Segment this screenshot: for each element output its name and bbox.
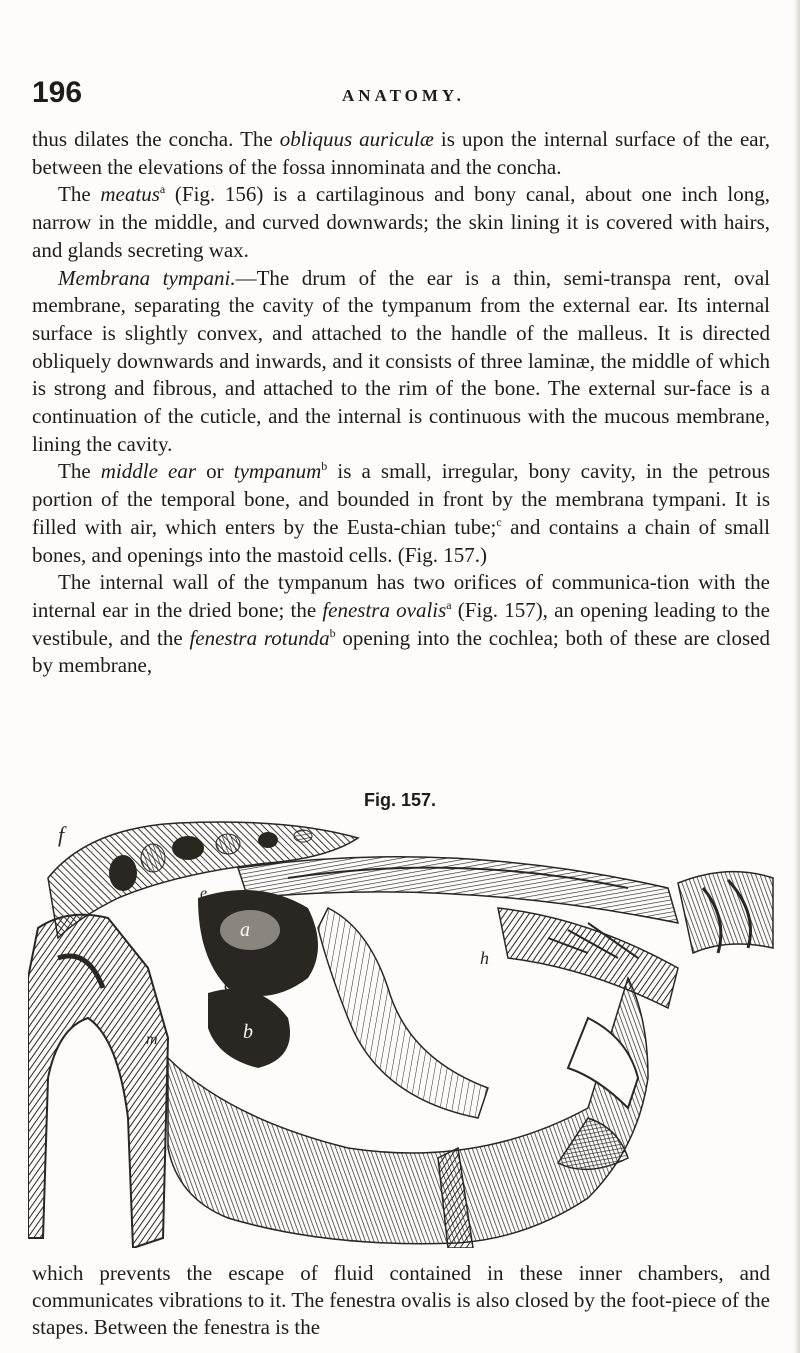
text-run: is a small, irregular, bony cavity, in the petrous portion of the temporal bone, and bounded in front by the membrana tympani. It is filled with air, which enters by the Eusta-chian tube; bbox=[32, 459, 771, 539]
text-run: —The drum of the ear is a thin, semi-transpa rent, oval membrane, separating the cavity of the tympanum from the external ear. Its internal surface is slightly convex, and attached to the handle of the malleus. It is directed obliquely downwards and inwards, and it consists of three laminæ, the middle of which is strong and fibrous, and attached to the rim of the bone. The external sur-face is a continuation of the cuticle, and the internal is continuous with the mucous membrane, lining the cavity. bbox=[32, 265, 771, 456]
running-head: ANATOMY. bbox=[342, 86, 465, 105]
text-run: (Fig. 156) is a cartilaginous and bony canal, about one inch long, narrow in the middle, and curved downwards; the skin lining it is covered with hairs, and glands secreting wax. bbox=[32, 182, 770, 262]
footnote-marker: c bbox=[496, 514, 502, 529]
footnote-marker: b bbox=[321, 459, 328, 474]
italic-term: fenestra rotunda bbox=[189, 625, 330, 650]
paragraph bbox=[32, 126, 770, 181]
italic-term: obliquus auriculæ bbox=[279, 127, 434, 151]
paragraph bbox=[32, 569, 770, 680]
footnote-marker: b bbox=[329, 625, 336, 640]
italic-term: fenestra ovalis bbox=[322, 597, 447, 622]
italic-term: Membrana tympani. bbox=[58, 265, 236, 290]
paragraph bbox=[32, 458, 770, 569]
figure-label-f: f bbox=[58, 822, 65, 847]
text-run: thus dilates the concha. The bbox=[32, 127, 280, 151]
figure-caption: Fig. 157. bbox=[363, 790, 437, 810]
engraved-ear-section-illustration bbox=[28, 818, 780, 1248]
footnote-marker: a bbox=[446, 597, 452, 612]
text-run: The internal wall of the tympanum has two orifices of communica-tion with the internal ear in the dried bone; the bbox=[32, 570, 770, 622]
figure-label-d: d bbox=[224, 974, 233, 994]
outer-canal-shape bbox=[678, 872, 773, 953]
figure-label-b: b bbox=[243, 1021, 253, 1043]
page-number: 196 bbox=[32, 76, 83, 109]
italic-term: tympanum bbox=[233, 459, 322, 484]
ear-section-figure bbox=[28, 818, 780, 1248]
text-run: or bbox=[196, 459, 234, 484]
page-header bbox=[32, 76, 772, 116]
footnote-marker: a bbox=[159, 182, 166, 197]
figure-label-h: h bbox=[480, 948, 489, 968]
figure-label-a: a bbox=[240, 919, 250, 941]
petrous-bone-shape bbox=[28, 915, 168, 1248]
text-run: and contains a chain of small bones, and openings into the mastoid cells. (Fig. 157.) bbox=[32, 514, 770, 567]
text-run: is upon the internal surface of the ear, between the elevations of the fossa innominata and the concha. bbox=[32, 127, 770, 179]
text-run: (Fig. 157), an opening leading to the vestibule, and the bbox=[32, 597, 770, 650]
paragraph bbox=[32, 181, 770, 264]
semicircular-region-shape bbox=[318, 908, 488, 1118]
paragraph: which prevents the escape of fluid contained in these inner chambers, and communicates vibrations to it. The fenestra ovalis is also closed by the foot-piece of the stapes. Between the fenestra is the bbox=[32, 1261, 770, 1339]
page-edge-shadow bbox=[794, 0, 800, 1353]
body-text bbox=[32, 126, 770, 680]
text-run: The bbox=[58, 459, 101, 484]
continued-text bbox=[32, 1260, 770, 1341]
figure-label-e: e bbox=[200, 885, 208, 902]
text-run: The bbox=[58, 182, 101, 207]
text-run: opening into the cochlea; both of these are closed by membrane, bbox=[32, 625, 770, 678]
figure-label-m: m bbox=[146, 1031, 158, 1048]
paragraph bbox=[32, 265, 770, 459]
italic-term: meatus bbox=[100, 182, 160, 207]
italic-term: middle ear bbox=[100, 459, 197, 484]
figure-label-c: c bbox=[283, 970, 291, 990]
